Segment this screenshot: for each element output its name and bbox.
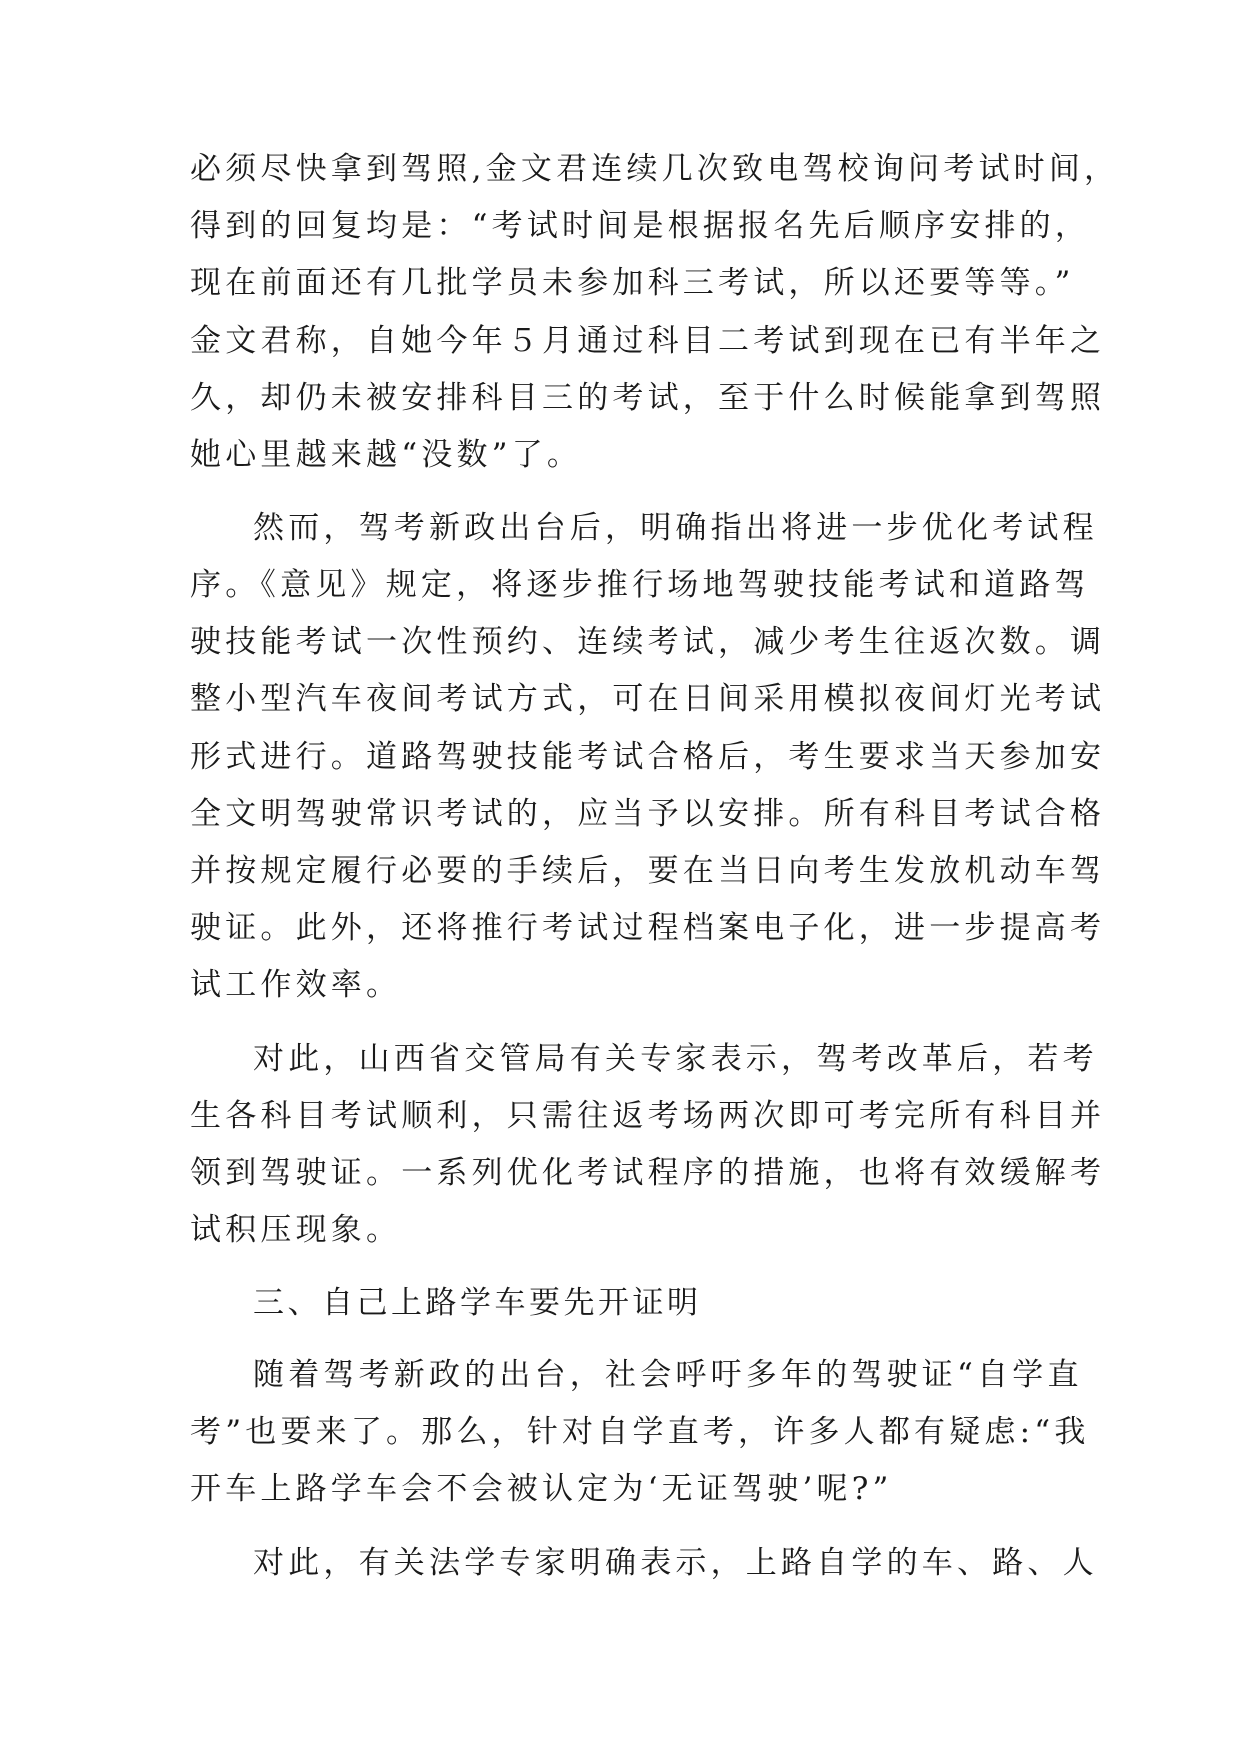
text-line: 领到驾驶证。一系列优化考试程序的措施，也将有效缓解考 bbox=[190, 1155, 1106, 1191]
paragraph-first-line: 对此，有关法学专家明确表示，上路自学的车、路、人 bbox=[253, 1545, 1098, 1581]
text-line: 必须尽快拿到驾照,金文君连续几次致电驾校询问考试时间， bbox=[190, 151, 1120, 187]
text-line: 生各科目考试顺利，只需往返考场两次即可考完所有科目并 bbox=[190, 1098, 1106, 1134]
text-line: 驶证。此外，还将推行考试过程档案电子化，进一步提高考 bbox=[190, 910, 1106, 946]
text-line: 金文君称，自她今年５月通过科目二考试到现在已有半年之 bbox=[190, 323, 1106, 359]
paragraph-first-line: 对此，山西省交管局有关专家表示，驾考改革后，若考 bbox=[253, 1041, 1098, 1077]
text-line: 开车上路学车会不会被认定为‘无证驾驶’呢?” bbox=[190, 1471, 893, 1507]
text-line: 她心里越来越“没数”了。 bbox=[190, 437, 583, 473]
text-line: 并按规定履行必要的手续后，要在当日向考生发放机动车驾 bbox=[190, 853, 1106, 889]
text-line: 得到的回复均是：“考试时间是根据报名先后顺序安排的， bbox=[190, 208, 1091, 244]
text-line: 驶技能考试一次性预约、连续考试，减少考生往返次数。调 bbox=[190, 624, 1106, 660]
paragraph-first-line: 然而，驾考新政出台后，明确指出将进一步优化考试程 bbox=[253, 510, 1098, 546]
text-line: 考”也要来了。那么，针对自学直考，许多人都有疑虑:“我 bbox=[190, 1414, 1090, 1450]
text-line: 整小型汽车夜间考试方式，可在日间采用模拟夜间灯光考试 bbox=[190, 681, 1106, 717]
section-heading: 三、自己上路学车要先开证明 bbox=[253, 1285, 702, 1321]
text-line: 现在前面还有几批学员未参加科三考试，所以还要等等。” bbox=[190, 265, 1075, 301]
text-line: 试积压现象。 bbox=[190, 1212, 402, 1248]
text-line: 形式进行。道路驾驶技能考试合格后，考生要求当天参加安 bbox=[190, 739, 1106, 775]
text-line: 试工作效率。 bbox=[190, 967, 402, 1003]
text-line: 序。《意见》规定，将逐步推行场地驾驶技能考试和道路驾 bbox=[190, 567, 1090, 603]
paragraph-first-line: 随着驾考新政的出台，社会呼吁多年的驾驶证“自学直 bbox=[253, 1357, 1083, 1393]
text-line: 久，却仍未被安排科目三的考试，至于什么时候能拿到驾照 bbox=[190, 380, 1106, 416]
text-line: 全文明驾驶常识考试的，应当予以安排。所有科目考试合格 bbox=[190, 796, 1106, 832]
